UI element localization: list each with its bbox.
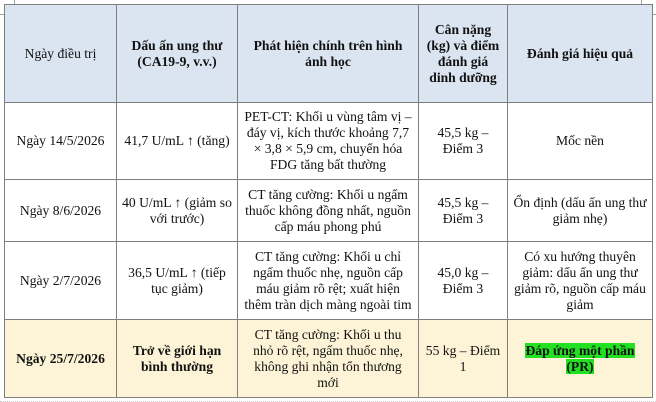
cell-date: Ngày 25/7/2026 <box>5 320 117 398</box>
cell-weight: 45,5 kg – Điểm 3 <box>419 180 508 242</box>
cell-assessment <box>508 320 653 398</box>
header-weight-nutrition: Cân nặng (kg) và điểm đánh giá dinh dưỡng <box>419 5 508 103</box>
header-imaging-finding: Phát hiện chính trên hình ảnh học <box>238 5 419 103</box>
cell-weight: 45,0 kg – Điểm 3 <box>419 242 508 320</box>
cell-assessment: Ổn định (dấu ấn ung thư giảm nhẹ) <box>508 180 653 242</box>
cell-date: Ngày 2/7/2026 <box>5 242 117 320</box>
page-bottom-rule <box>0 398 656 402</box>
cell-assessment: Có xu hướng thuyên giảm: dấu ấn ung thư giảm rõ, nguồn cấp máu giảm <box>508 242 653 320</box>
partial-response-highlight: Đáp ứng một phần (PR) <box>525 342 635 374</box>
cell-date: Ngày 8/6/2026 <box>5 180 117 242</box>
cell-marker: 40 U/mL ↑ (giảm so với trước) <box>117 180 238 242</box>
table-row <box>5 103 653 180</box>
cell-marker: 36,5 U/mL ↑ (tiếp tục giảm) <box>117 242 238 320</box>
table-header-row <box>5 5 653 103</box>
treatment-response-table <box>4 4 653 398</box>
cell-weight: 55 kg – Điểm 1 <box>419 320 508 398</box>
header-treatment-date: Ngày điều trị <box>5 5 117 103</box>
cell-weight: 45,5 kg – Điểm 3 <box>419 103 508 180</box>
table-row <box>5 242 653 320</box>
cell-finding: CT tăng cường: Khối u chỉ ngấm thuốc nhẹ, nguồn cấp máu giảm rõ rệt; xuất hiện thêm tràn dịch màng ngoài tim <box>238 242 419 320</box>
header-tumor-marker: Dấu ấn ung thư (CA19-9, v.v.) <box>117 5 238 103</box>
cell-finding: PET-CT: Khối u vùng tâm vị – đáy vị, kích thước khoảng 7,7 × 3,8 × 5,9 cm, chuyển hóa FDG tăng bất thường <box>238 103 419 180</box>
header-efficacy-assessment: Đánh giá hiệu quả <box>508 5 653 103</box>
table-row <box>5 180 653 242</box>
cell-finding: CT tăng cường: Khối u ngấm thuốc không đồng nhất, nguồn cấp máu phong phú <box>238 180 419 242</box>
cell-marker: Trở về giới hạn bình thường <box>117 320 238 398</box>
cell-finding: CT tăng cường: Khối u thu nhỏ rõ rệt, ngấm thuốc nhẹ, không ghi nhận tổn thương mới <box>238 320 419 398</box>
cell-assessment: Mốc nền <box>508 103 653 180</box>
table-row-highlighted <box>5 320 653 398</box>
cell-marker: 41,7 U/mL ↑ (tăng) <box>117 103 238 180</box>
cell-date: Ngày 14/5/2026 <box>5 103 117 180</box>
